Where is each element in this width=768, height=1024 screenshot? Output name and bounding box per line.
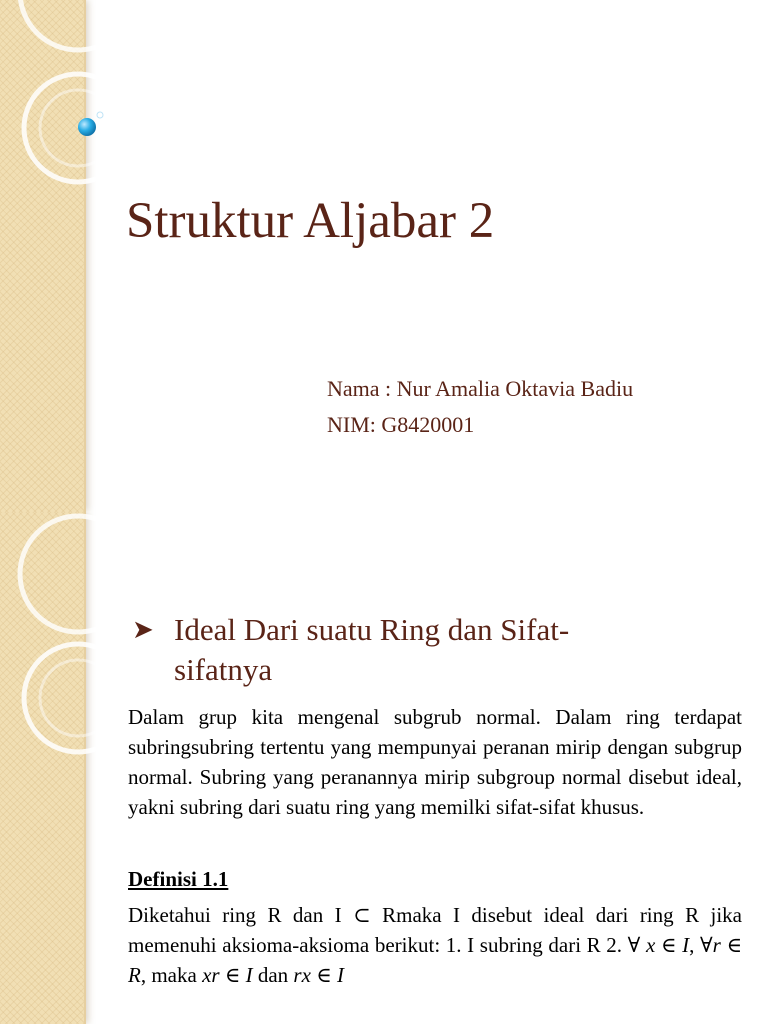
section-heading	[132, 610, 692, 690]
math-r-in-r: r ∈ R	[128, 933, 742, 987]
definition-title: Definisi 1.1	[128, 867, 229, 891]
definition-text	[128, 900, 742, 990]
author-name: Nama : Nur Amalia Oktavia Badiu	[327, 376, 634, 401]
definition-text-sep1: , ∀	[689, 933, 713, 957]
decorative-rings	[0, 512, 140, 772]
definition-text-part1: Diketahui ring R dan I ⊂ Rmaka I disebut ideal dari ring R jika memenuhi aksioma-aksioma berikut: 1. I subring dari R 2. ∀	[128, 903, 742, 957]
author-nim: NIM: G8420001	[327, 412, 475, 437]
math-x-in-i: x ∈ I	[645, 933, 690, 957]
blue-bead-icon	[72, 106, 112, 146]
content-slide	[0, 512, 768, 1024]
definition-text-sep3: dan	[252, 963, 294, 987]
slide-title: Struktur Aljabar 2	[126, 193, 495, 249]
arrow-bullet-icon: ➤	[132, 615, 154, 644]
heading-line-1: Ideal Dari suatu Ring dan Sifat-	[174, 612, 570, 647]
math-xr-in-i: xr ∈ I	[202, 963, 253, 987]
decorative-rings	[0, 0, 140, 240]
definition-text-sep2: , maka	[140, 963, 203, 987]
heading-line-2: sifatnya	[174, 652, 273, 687]
math-rx-in-i: rx ∈ I	[293, 963, 344, 987]
intro-paragraph: Dalam grup kita mengenal subgrub normal. Dalam ring terdapat subringsubring tertentu yang mempunyai peranan mirip dengan subgrup normal. Subring yang peranannya mirip subgroup normal disebut ideal, yakni subring dari suatu ring yang memilki sifat-sifat khusus.	[128, 705, 742, 819]
